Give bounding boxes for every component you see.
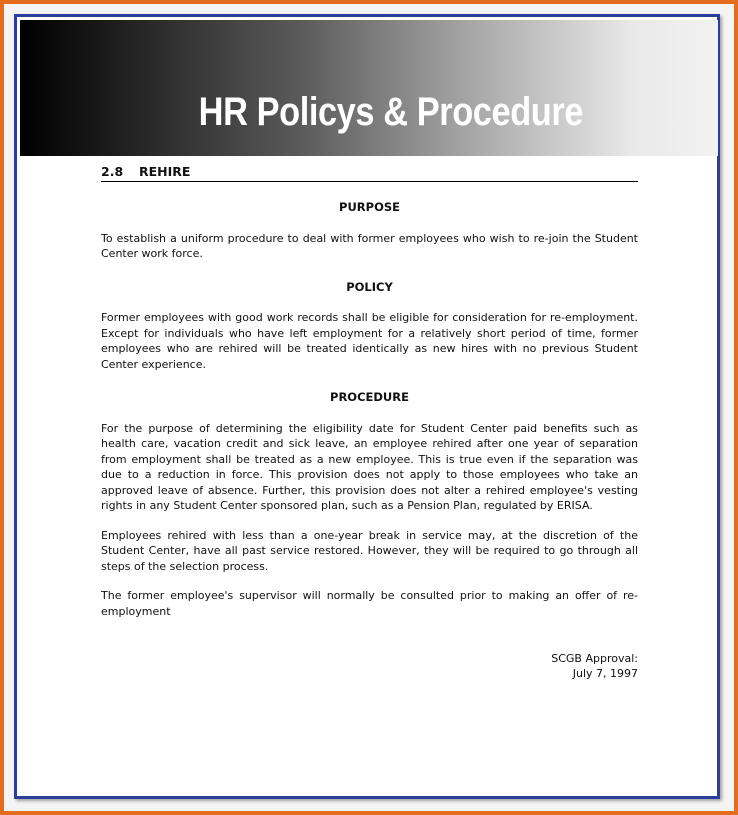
approval-date: July 7, 1997 <box>572 666 638 680</box>
procedure-paragraph: The former employee's supervisor will normally be consulted prior to making an offer of re-employment <box>101 589 638 618</box>
procedure-paragraph: For the purpose of determining the eligibility date for Student Center paid benefits such as health care, vacation credit and sick leave, an employee rehired after one year of separation from employment shall be treated as a new employee. This is true even if the separation was due to a reduction in force. This provision does not apply to those employees who take an approved leave of absence. Further, this provision does not alter a rehired employee's vesting rights in any Student Center sponsored plan, such as a Pension Plan, regulated by ERISA. <box>101 421 638 512</box>
document-body <box>101 160 638 681</box>
purpose-heading: PURPOSE <box>339 200 400 214</box>
banner-title: HR Policys & Procedure <box>198 90 584 134</box>
approval-block <box>101 652 638 681</box>
procedure-paragraph: Employees rehired with less than a one-year break in service may, at the discretion of the Student Center, have all past service restored. However, they will be required to go through all steps of the selection process. <box>101 528 638 573</box>
procedure-heading: PROCEDURE <box>330 390 409 404</box>
policy-text: Former employees with good work records shall be eligible for consideration for re-employment. Except for individuals who have left employment for a relatively short period of time, former employees who are rehired will be treated identically as new hires with no previous Student Center experience. <box>101 311 638 371</box>
policy-heading: POLICY <box>346 279 393 294</box>
section-number: 2.8 <box>101 163 124 179</box>
header-banner <box>20 20 718 156</box>
section-heading <box>101 162 638 182</box>
approval-label: SCGB Approval: <box>551 652 638 665</box>
purpose-text: To establish a uniform procedure to deal with former employees who wish to re-join the Student Center work force. <box>101 231 638 260</box>
section-title: REHIRE <box>139 163 191 179</box>
